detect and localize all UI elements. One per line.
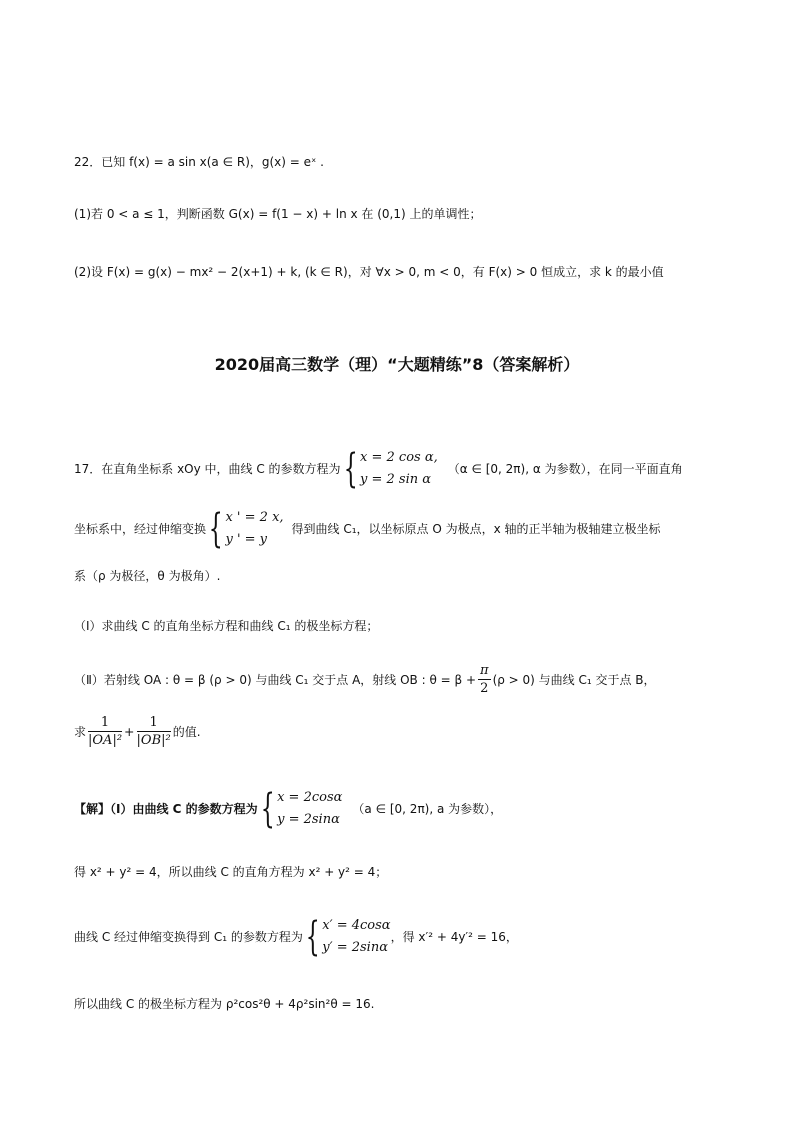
solution-line4	[74, 994, 374, 1014]
fraction-numerator: 1	[137, 715, 171, 732]
solution-line1-pre: 【解】（Ⅰ）由曲线 C 的参数方程为	[74, 802, 258, 816]
solution-param-eq-x: x = 2cosα	[277, 790, 343, 805]
q17-line3-text: 系（ρ 为极径，θ 为极角）.	[74, 569, 221, 583]
fraction-denominator: |OB|²	[136, 732, 171, 748]
q17-line2-post: 得到曲线 C₁，以坐标原点 O 为极点，x 轴的正半轴为极轴建立极坐标	[291, 522, 661, 536]
brace-icon: {	[208, 506, 223, 552]
solution-line2	[74, 862, 387, 882]
q17-line1-pre: 17．在直角坐标系 xOy 中，曲线 C 的参数方程为	[74, 462, 341, 476]
brace-icon: {	[260, 786, 275, 832]
q17-part1	[74, 616, 378, 636]
brace-icon: {	[343, 446, 358, 492]
solution-line1	[74, 786, 502, 832]
q22-part2	[74, 262, 664, 282]
fraction-denominator: |OA|²	[88, 732, 123, 748]
solution-line1-post: （a ∈ [0, 2π), a 为参数），	[352, 802, 503, 816]
q17-transform-eq-x: x ' = 2 x,	[225, 510, 284, 525]
plus-sign: +	[124, 724, 135, 739]
q17-part2	[74, 660, 656, 700]
q17-line3	[74, 566, 220, 586]
q17-line1-post: （α ∈ [0, 2π), α 为参数），在同一平面直角	[447, 462, 683, 476]
solution-param-eq-y: y = 2sinα	[277, 812, 340, 827]
fraction-numerator: 1	[88, 715, 122, 732]
fraction-numerator: π	[480, 662, 489, 678]
pi-over-2-fraction	[478, 663, 491, 698]
q17-line2-pre: 坐标系中，经过伸缩变换	[74, 522, 207, 536]
solution-line3	[74, 914, 518, 960]
q22-part1-text: (1)若 0 < a ≤ 1，判断函数 G(x) = f(1 − x) + ln x 在 (0,1) 上的单调性；	[74, 207, 482, 221]
q17-transform-system	[225, 507, 283, 551]
q22-part2-text: (2)设 F(x) = g(x) − mx² − 2(x+1) + k, (k ∈ R)，对 ∀x > 0, m < 0，有 F(x) > 0 恒成立，求 k 的最小值	[74, 265, 664, 279]
q17-find-pre: 求	[74, 725, 87, 739]
solution-param-system	[277, 787, 342, 831]
q17-line2	[74, 506, 661, 552]
solution-transform-eq-y: y′ = 2sinα	[322, 940, 388, 955]
q17-param-eq-x: x = 2 cos α,	[360, 450, 438, 465]
q22-stem-text: 22．已知 f(x) = a sin x(a ∈ R)，g(x) = eˣ .	[74, 155, 324, 169]
q22-part1	[74, 204, 482, 224]
fraction-one-over-oa	[88, 715, 122, 750]
solution-transform-system	[322, 915, 390, 959]
q17-part1-text: （Ⅰ）求曲线 C 的直角坐标方程和曲线 C₁ 的极坐标方程；	[74, 619, 379, 633]
fraction-denominator: 2	[480, 680, 489, 696]
q17-param-system	[360, 447, 438, 491]
solution-line4-text: 所以曲线 C 的极坐标方程为 ρ²cos²θ + 4ρ²sin²θ = 16.	[74, 997, 375, 1011]
solution-line3-pre: 曲线 C 经过伸缩变换得到 C₁ 的参数方程为	[74, 930, 303, 944]
solution-transform-eq-x: x′ = 4cosα	[322, 918, 391, 933]
answer-section-title: 2020届高三数学（理）“大题精练”8（答案解析）	[214, 355, 580, 374]
brace-icon: {	[305, 914, 320, 960]
q17-find-post: 的值.	[172, 725, 201, 739]
q17-line1	[74, 446, 683, 492]
q22-stem	[74, 152, 324, 172]
q17-param-eq-y: y = 2 sin α	[360, 472, 432, 487]
fraction-one-over-ob	[137, 715, 171, 750]
solution-line2-text: 得 x² + y² = 4，所以曲线 C 的直角方程为 x² + y² = 4；	[74, 865, 388, 879]
q17-part2-find	[74, 710, 201, 754]
q17-transform-eq-y: y ' = y	[225, 532, 268, 547]
q17-part2-post: (ρ > 0) 与曲线 C₁ 交于点 B，	[492, 673, 656, 687]
q17-part2-pre: （Ⅱ）若射线 OA : θ = β (ρ > 0) 与曲线 C₁ 交于点 A，射线 OB : θ = β +	[74, 673, 477, 687]
solution-line3-post: ，得 x′² + 4y′² = 16，	[390, 930, 518, 944]
